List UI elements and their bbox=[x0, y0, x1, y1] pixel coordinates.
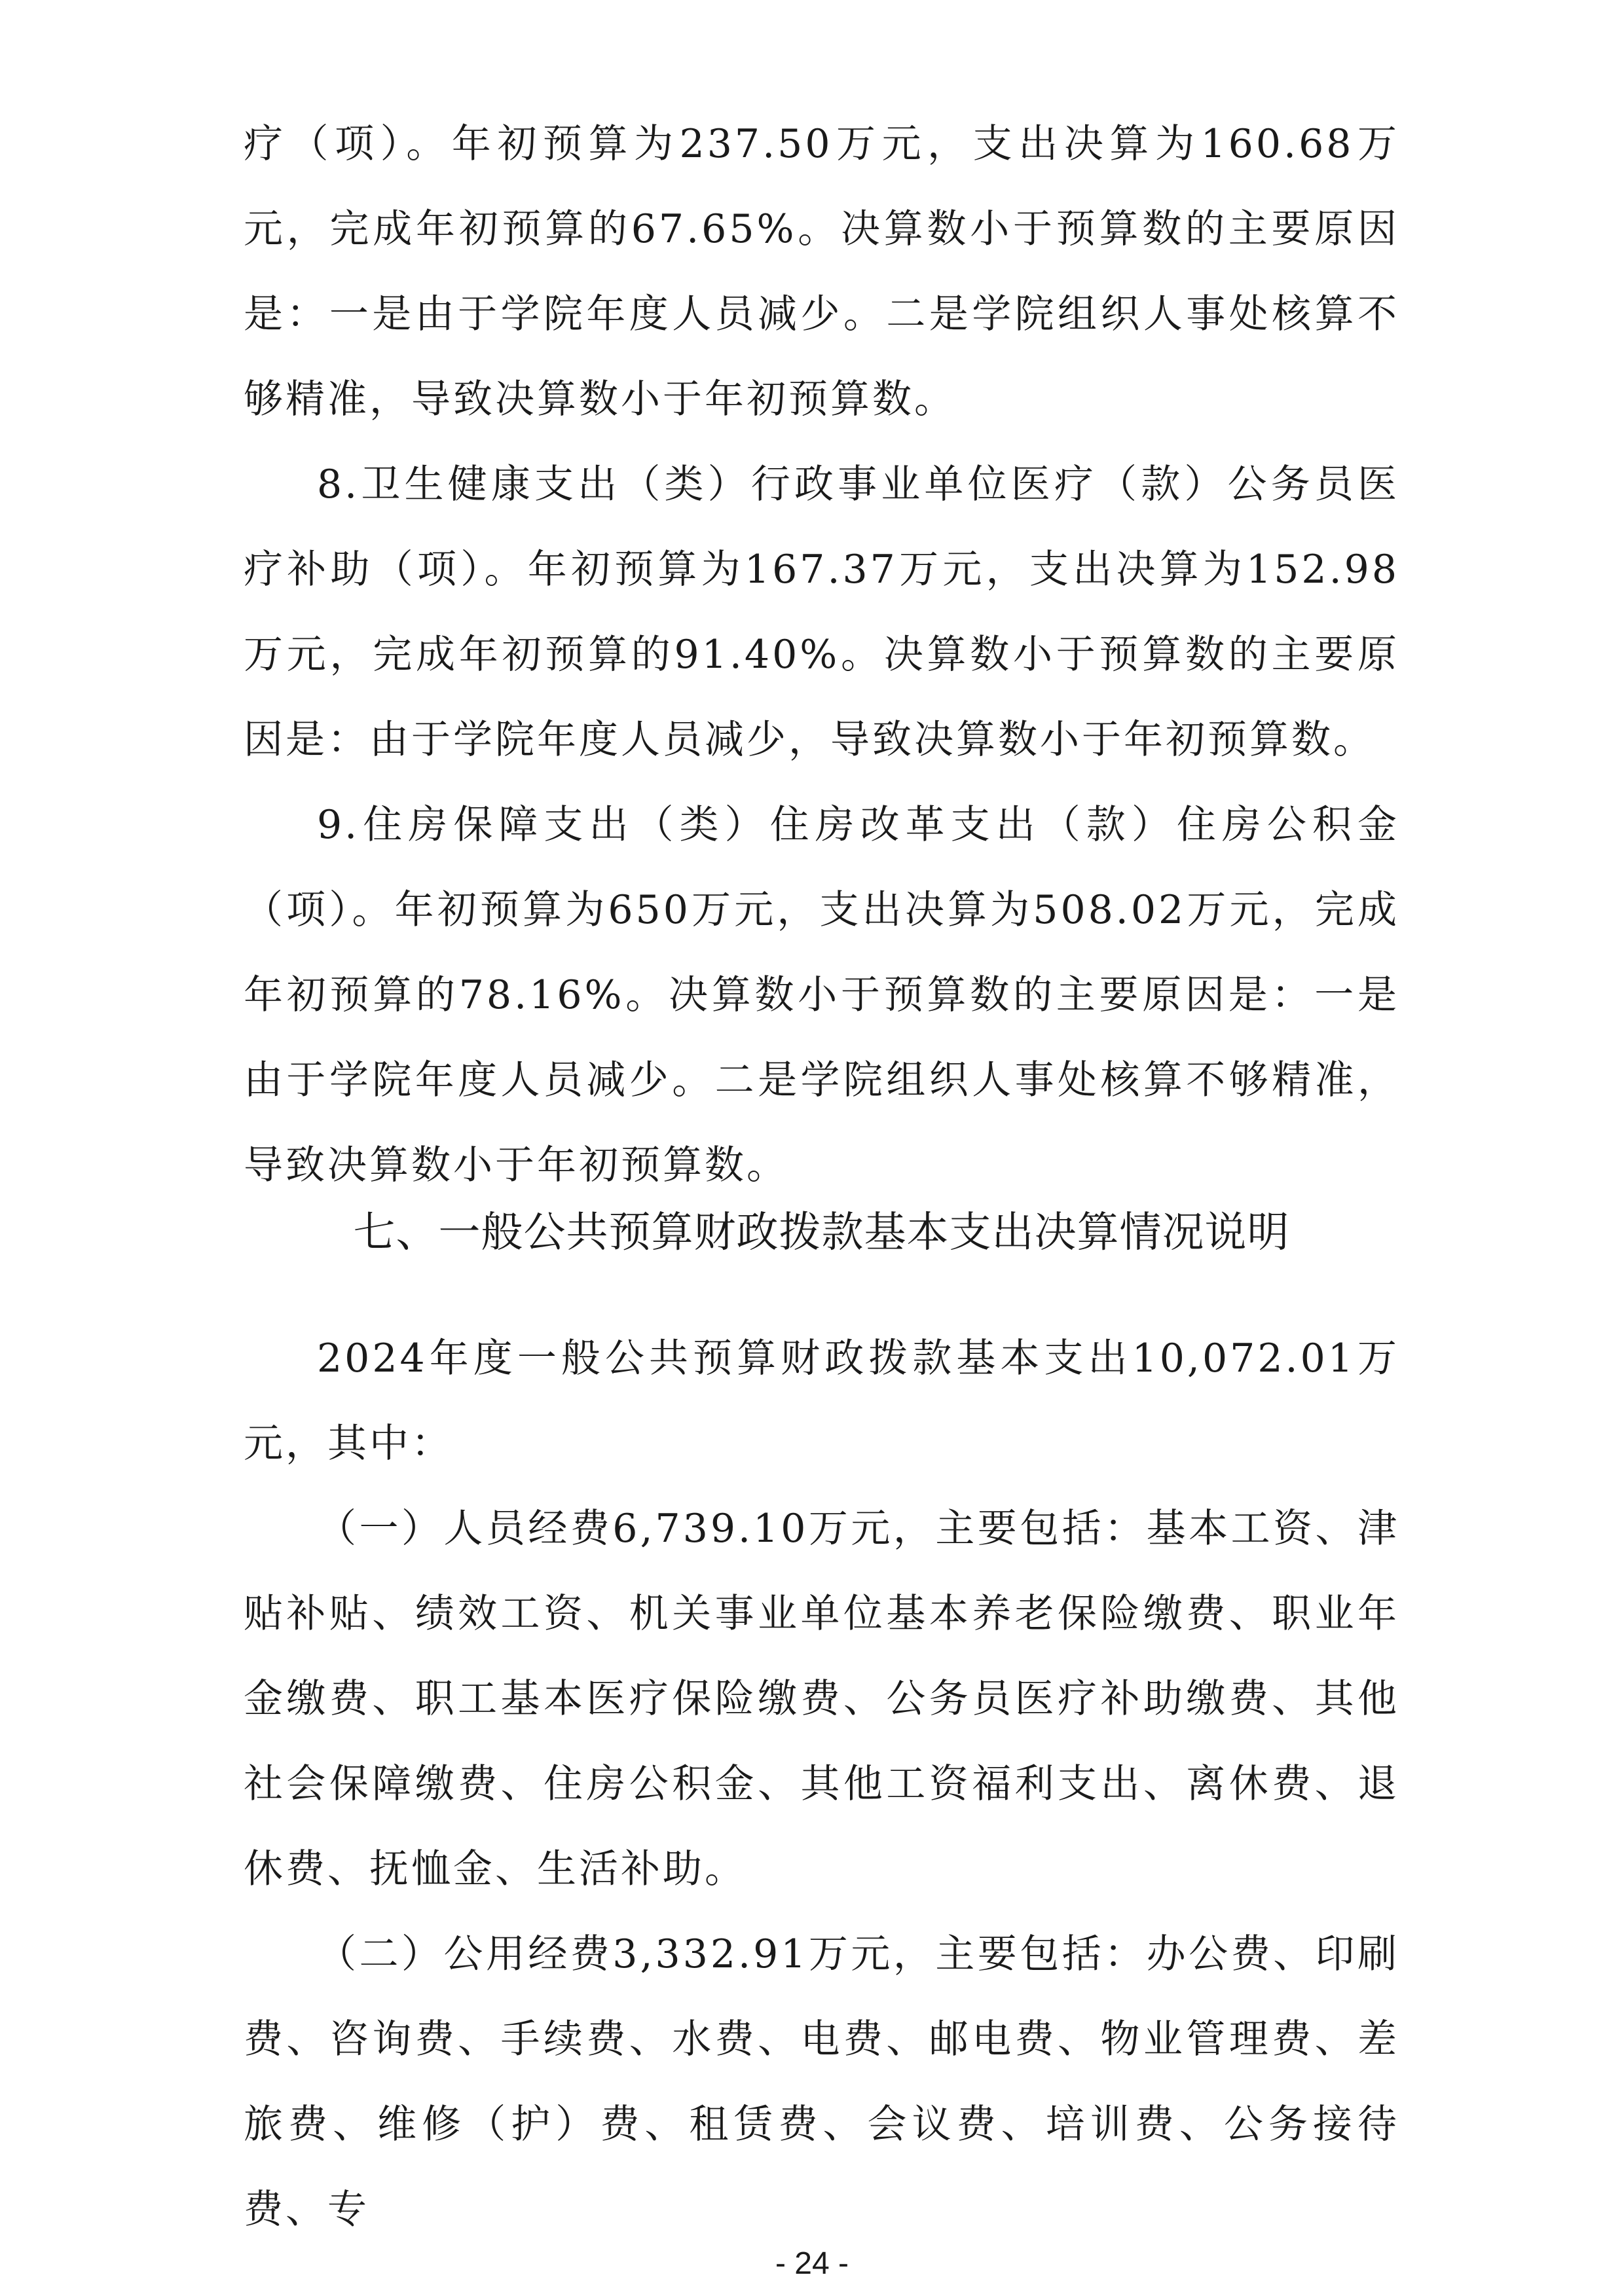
paragraph-continuation: 疗（项）。年初预算为237.50万元，支出决算为160.68万元，完成年初预算的67.65%。决算数小于预算数的主要原因是：一是由于学院年度人员减少。二是学院组织人事处核算不够精准，导致决算数小于年初预算数。 bbox=[244, 121, 1399, 422]
paragraph-personnel-expenses: （一）人员经费6,739.10万元，主要包括：基本工资、津贴补贴、绩效工资、机关事业单位基本养老保险缴费、职业年金缴费、职工基本医疗保险缴费、公务员医疗补助缴费、其他社会保障缴费、住房公积金、其他工资福利支出、离休费、退休费、抚恤金、生活补助。 bbox=[244, 1506, 1399, 1892]
page-number: - 24 - bbox=[775, 2246, 849, 2281]
section-heading: 七、一般公共预算财政拨款基本支出决算情况说明 bbox=[353, 1209, 1290, 1257]
paragraph-summary: 2024年度一般公共预算财政拨款基本支出10,072.01万元，其中： bbox=[244, 1336, 1399, 1467]
paragraph-item-8: 8.卫生健康支出（类）行政事业单位医疗（款）公务员医疗补助（项）。年初预算为167.37万元，支出决算为152.98万元，完成年初预算的91.40%。决算数小于预算数的主要原因是：由于学院年度人员减少，导致决算数小于年初预算数。 bbox=[244, 462, 1399, 763]
paragraph-item-9: 9.住房保障支出（类）住房改革支出（款）住房公积金（项）。年初预算为650万元，支出决算为508.02万元，完成年初预算的78.16%。决算数小于预算数的主要原因是：一是由于学院年度人员减少。二是学院组织人事处核算不够精准，导致决算数小于年初预算数。 bbox=[244, 802, 1399, 1188]
paragraph-public-expenses: （二）公用经费3,332.91万元，主要包括：办公费、印刷费、咨询费、手续费、水费、电费、邮电费、物业管理费、差旅费、维修（护）费、租赁费、会议费、培训费、公务接待费、专 bbox=[244, 1931, 1399, 2232]
